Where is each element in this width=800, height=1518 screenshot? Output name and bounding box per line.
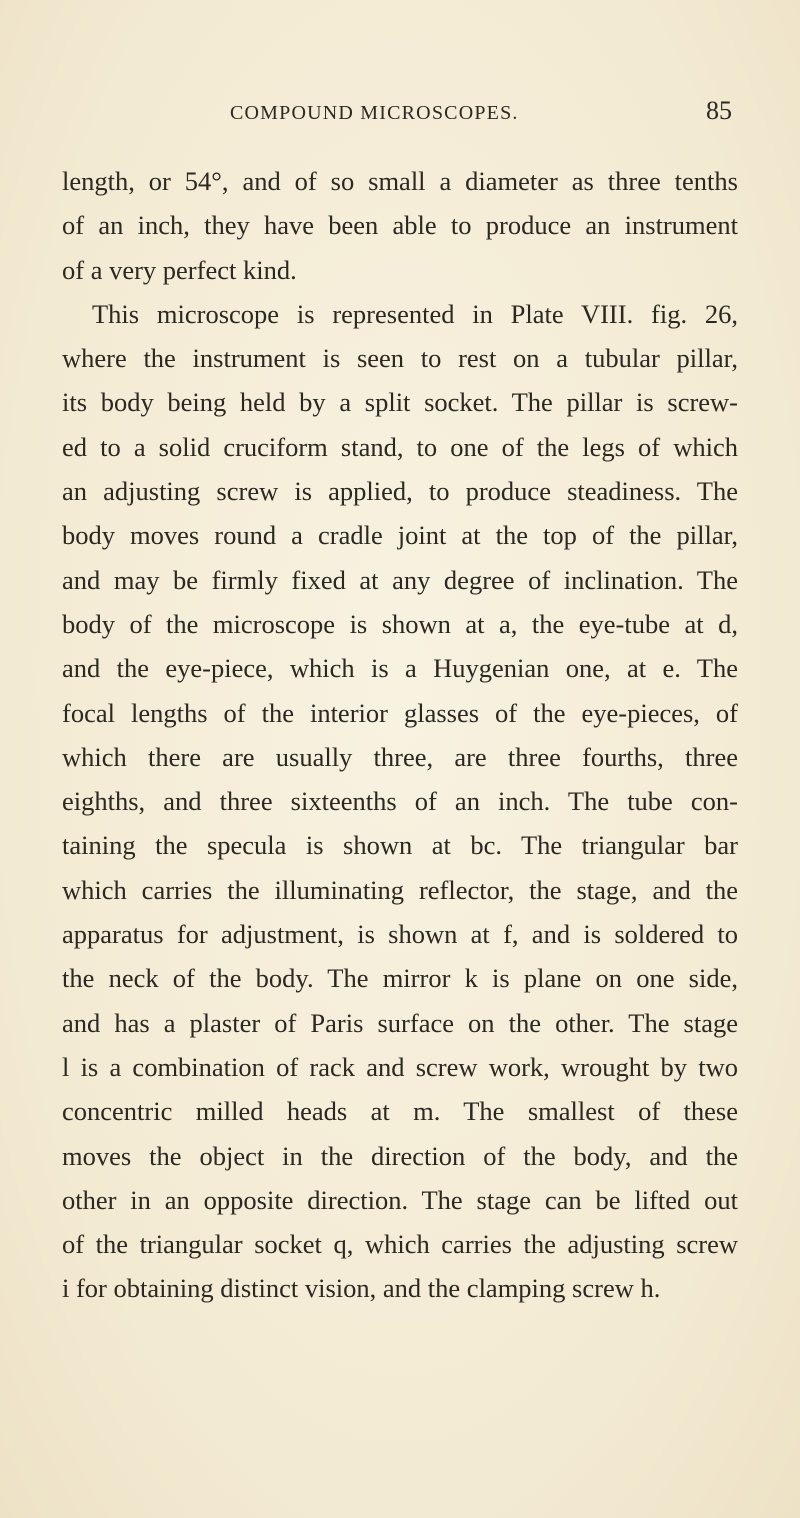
text-line: body moves round a cradle joint at the top of the pillar, <box>62 520 738 551</box>
text-line: of a very perfect kind. <box>62 254 297 285</box>
text-line: ed to a solid cruciform stand, to one of the legs of which <box>62 431 738 462</box>
text-line: length, or 54°, and of so small a diameter as three tenths <box>62 166 738 196</box>
text-line: an adjusting screw is applied, to produce steadiness. The <box>62 476 738 507</box>
text-line: and has a plaster of Paris surface on the other. The stage <box>62 1007 738 1038</box>
running-head: COMPOUND MICROSCOPES. <box>230 102 519 124</box>
text-line: of the triangular socket q, which carries the adjusting screw <box>62 1229 738 1260</box>
text-line: focal lengths of the interior glasses of the eye-pieces, of <box>62 697 738 728</box>
text-line: and the eye-piece, which is a Huygenian one, at e. The <box>62 653 738 684</box>
text-line: l is a combination of rack and screw work, wrought by two <box>62 1051 738 1082</box>
text-line: its body being held by a split socket. The pillar is screw- <box>62 387 738 418</box>
text-line: eighths, and three sixteenths of an inch. The tube con- <box>62 786 738 817</box>
text-line: and may be firmly fixed at any degree of inclination. The <box>62 564 738 595</box>
text-line: the neck of the body. The mirror k is plane on one side, <box>62 963 738 994</box>
text-line: moves the object in the direction of the body, and the <box>62 1140 738 1171</box>
text-line: taining the specula is shown at bc. The triangular bar <box>62 830 738 861</box>
text-line: apparatus for adjustment, is shown at f, and is soldered to <box>62 919 738 950</box>
text-line: This microscope is represented in Plate VIII. fig. 26, <box>92 298 738 329</box>
page-header <box>0 96 800 142</box>
text-line: other in an opposite direction. The stage can be lifted out <box>62 1184 738 1215</box>
text-line: where the instrument is seen to rest on a tubular pillar, <box>62 343 738 374</box>
body-text <box>62 159 738 1311</box>
text-line: i for obtaining distinct vision, and the clamping screw h. <box>62 1273 661 1304</box>
text-line: which carries the illuminating reflector, the stage, and the <box>62 874 738 905</box>
text-line: of an inch, they have been able to produce an instrument <box>62 210 738 241</box>
text-line: which there are usually three, are three fourths, three <box>62 741 738 772</box>
text-line: body of the microscope is shown at a, the eye-tube at d, <box>62 608 738 639</box>
text-line: concentric milled heads at m. The smallest of these <box>62 1096 738 1127</box>
page-number: 85 <box>706 96 732 125</box>
